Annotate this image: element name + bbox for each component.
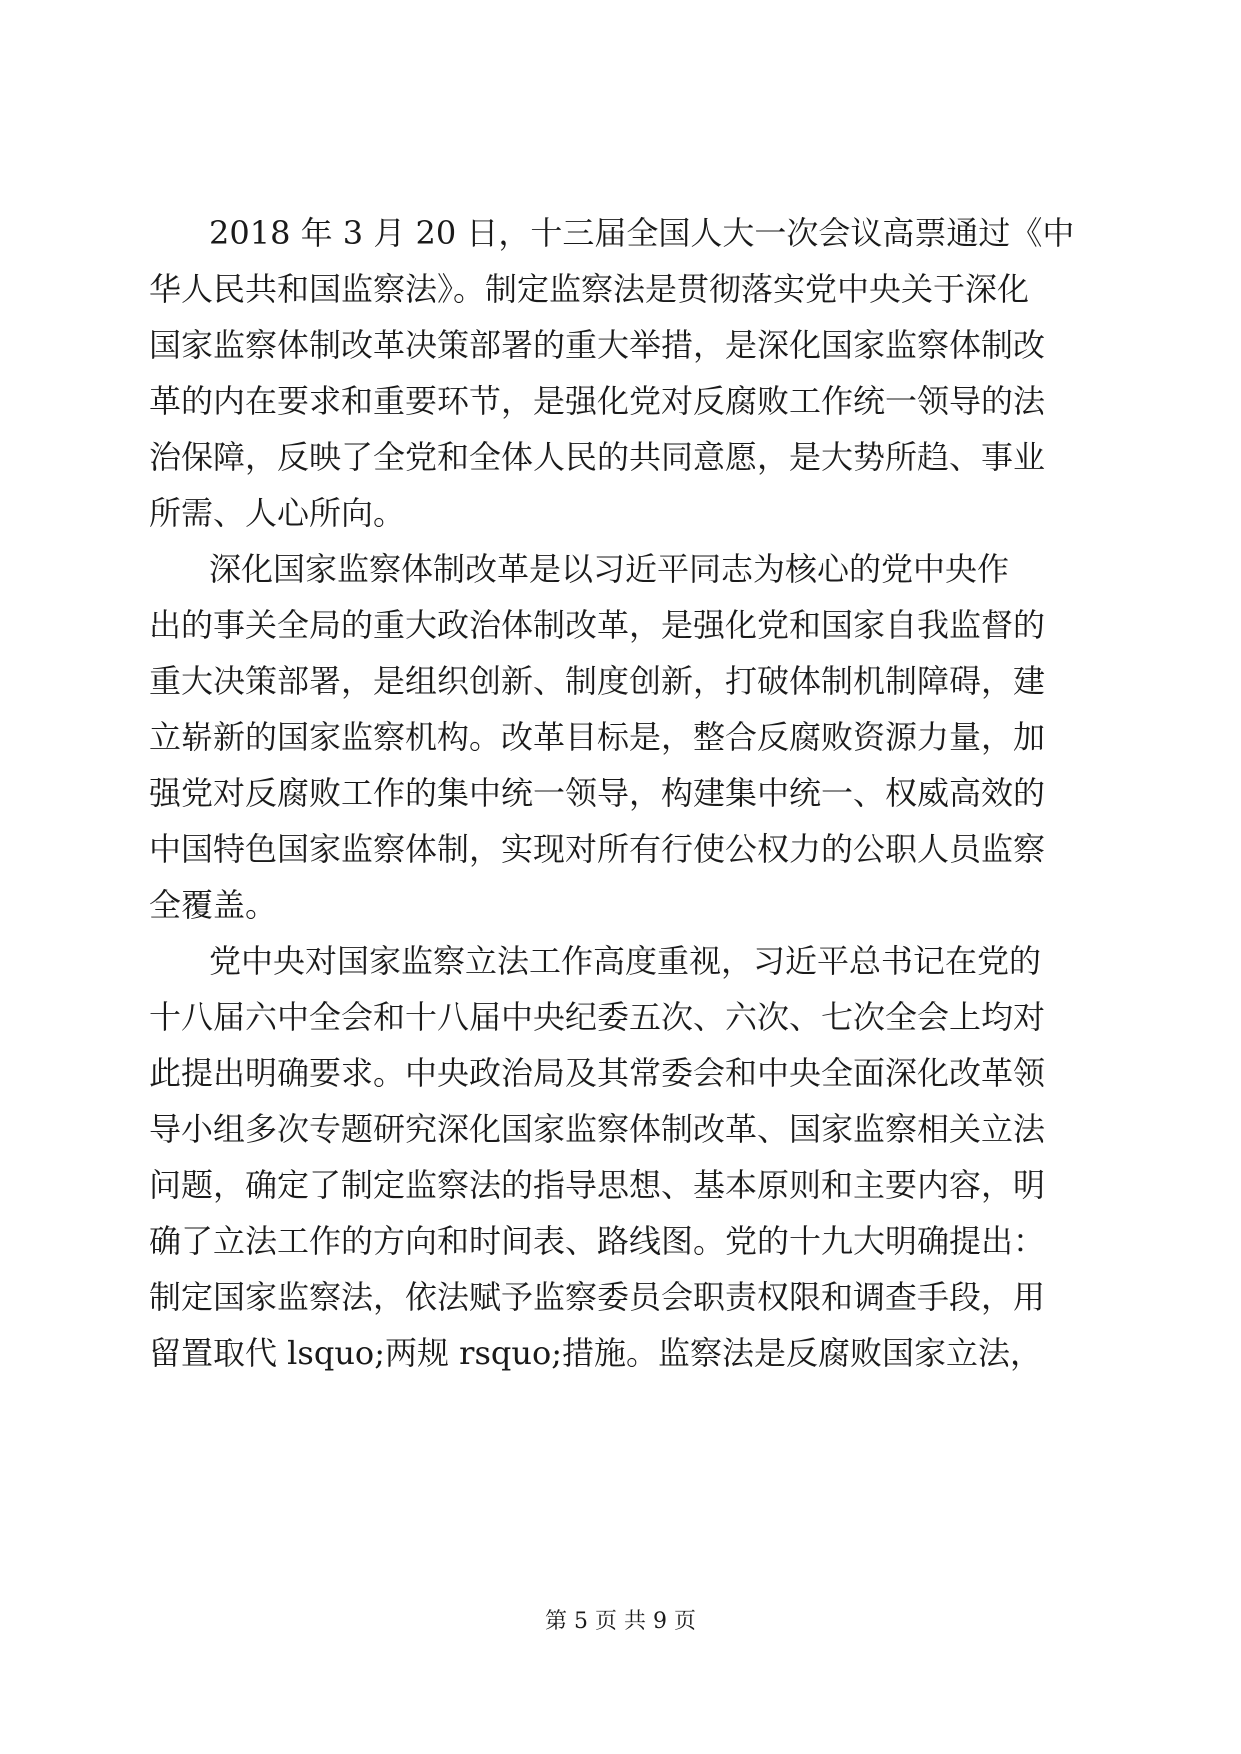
- paragraph-3-line-2: 十八届六中全会和十八届中央纪委五次、六次、七次全会上均对: [149, 998, 1046, 1036]
- page-number-footer: 第 5 页 共 9 页: [545, 1609, 696, 1634]
- paragraph-2-line-4: 立崭新的国家监察机构。改革目标是，整合反腐败资源力量，加: [149, 718, 1046, 756]
- paragraph-3-line-8: 留置取代 lsquo;两规 rsquo;措施。监察法是反腐败国家立法，: [149, 1334, 1043, 1372]
- paragraph-3-line-3: 此提出明确要求。中央政治局及其常委会和中央全面深化改革领: [149, 1054, 1046, 1092]
- paragraph-2-line-3: 重大决策部署，是组织创新、制度创新，打破体制机制障碍，建: [149, 662, 1046, 700]
- paragraph-3-line-5: 问题，确定了制定监察法的指导思想、基本原则和主要内容，明: [149, 1166, 1046, 1204]
- paragraph-1-line-1: 2018 年 3 月 20 日，十三届全国人大一次会议高票通过《中: [209, 214, 1075, 252]
- paragraph-3-line-6: 确了立法工作的方向和时间表、路线图。党的十九大明确提出：: [149, 1222, 1046, 1260]
- paragraph-1-line-4: 革的内在要求和重要环节，是强化党对反腐败工作统一领导的法: [149, 382, 1046, 420]
- paragraph-2-line-1: 深化国家监察体制改革是以习近平同志为核心的党中央作: [209, 550, 1010, 588]
- paragraph-2-line-7: 全覆盖。: [149, 886, 278, 924]
- paragraph-3-line-1: 党中央对国家监察立法工作高度重视，习近平总书记在党的: [209, 942, 1042, 980]
- paragraph-2-line-2: 出的事关全局的重大政治体制改革，是强化党和国家自我监督的: [149, 606, 1046, 644]
- paragraph-1-line-5: 治保障，反映了全党和全体人民的共同意愿，是大势所趋、事业: [149, 438, 1046, 476]
- paragraph-2-line-5: 强党对反腐败工作的集中统一领导，构建集中统一、权威高效的: [149, 774, 1046, 812]
- paragraph-1-line-6: 所需、人心所向。: [149, 494, 406, 532]
- paragraph-1-line-3: 国家监察体制改革决策部署的重大举措，是深化国家监察体制改: [149, 326, 1046, 364]
- paragraph-3-line-7: 制定国家监察法，依法赋予监察委员会职责权限和调查手段，用: [149, 1278, 1046, 1316]
- paragraph-1-line-2: 华人民共和国监察法》。制定监察法是贯彻落实党中央关于深化: [149, 270, 1030, 308]
- paragraph-2-line-6: 中国特色国家监察体制，实现对所有行使公权力的公职人员监察: [149, 830, 1046, 868]
- paragraph-3-line-4: 导小组多次专题研究深化国家监察体制改革、国家监察相关立法: [149, 1110, 1046, 1148]
